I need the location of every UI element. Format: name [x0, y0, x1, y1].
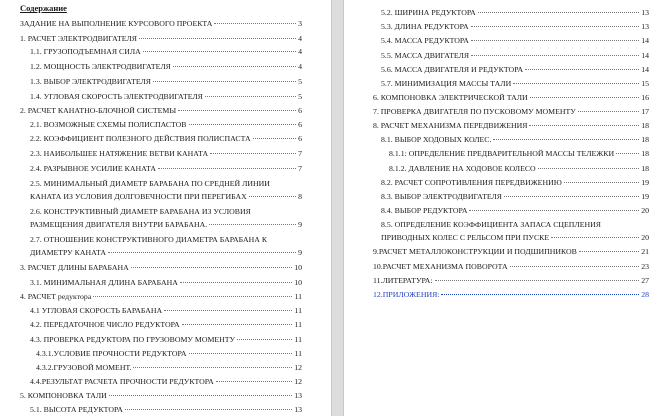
toc-entry[interactable]	[30, 320, 302, 330]
toc-entry[interactable]	[381, 192, 649, 202]
toc-entry[interactable]	[30, 207, 251, 217]
toc-entry[interactable]	[30, 405, 302, 415]
toc-page-number: 13	[294, 405, 302, 414]
toc-entry[interactable]	[30, 278, 302, 288]
toc-entry[interactable]	[30, 77, 302, 87]
toc-entry-label: 7. ПРОВЕРКА ДВИГАТЕЛЯ ПО ПУСКОВОМУ МОМЕНТУ	[373, 107, 576, 116]
toc-entry-label: 1.1. ГРУЗОПОДЪЕМНАЯ СИЛА	[30, 47, 141, 56]
toc-dot-leader	[551, 237, 639, 238]
toc-entry[interactable]	[381, 8, 649, 18]
toc-dot-leader	[189, 353, 293, 354]
toc-page-number: 18	[641, 135, 649, 144]
toc-entry[interactable]	[381, 206, 649, 216]
toc-dot-leader	[441, 294, 639, 295]
toc-entry-label: 1.3. ВЫБОР ЭЛЕКТРОДВИГАТЕЛЯ	[30, 77, 151, 86]
toc-dot-leader	[249, 196, 296, 197]
toc-entry-label: 5.3. ДЛИНА РЕДУКТОРА	[381, 22, 469, 31]
toc-dot-leader	[205, 96, 296, 97]
toc-entry[interactable]	[30, 47, 302, 57]
toc-page-number: 13	[641, 8, 649, 17]
toc-entry-label: ПРИВОДНЫХ КОЛЕС С РЕЛЬСОМ ПРИ ПУСКЕ	[381, 233, 550, 242]
toc-entry-label: 8.2. РАСЧЕТ СОПРОТИВЛЕНИЯ ПЕРЕДВИЖЕНИЮ	[381, 178, 562, 187]
toc-entry[interactable]	[30, 306, 302, 316]
toc-entry-label: 5.5. МАССА ДВИГАТЕЛЯ	[381, 51, 470, 60]
toc-page-number: 19	[641, 178, 649, 187]
toc-dot-leader	[616, 153, 639, 154]
toc-page-number: 3	[298, 19, 302, 28]
toc-dot-leader	[529, 125, 639, 126]
toc-entry[interactable]	[30, 120, 302, 130]
toc-entry-label: 12.ПРИЛОЖЕНИЯ:	[373, 290, 440, 299]
toc-entry-label: 8.1. ВЫБОР ХОДОВЫХ КОЛЕС.	[381, 135, 492, 144]
toc-dot-leader	[133, 367, 292, 368]
toc-page-number: 11	[294, 349, 302, 358]
toc-entry[interactable]	[20, 19, 302, 29]
toc-dot-leader	[143, 51, 296, 52]
toc-entry-label: 3. РАСЧЕТ ДЛИНЫ БАРАБАНА	[20, 263, 129, 272]
toc-page-number: 8	[298, 192, 302, 201]
toc-dot-leader	[158, 168, 296, 169]
toc-entry-label: 5.1. ВЫСОТА РЕДУКТОРА	[30, 405, 123, 414]
toc-page-number: 4	[298, 62, 302, 71]
toc-entry[interactable]	[373, 107, 649, 117]
toc-entry-label: 5.6. МАССА ДВИГАТЕЛЯ И РЕДУКТОРА	[381, 65, 524, 74]
toc-entry-label: 2.1. ВОЗМОЖНЫЕ СХЕМЫ ПОЛИСПАСТОВ	[30, 120, 187, 129]
toc-dot-leader	[493, 139, 639, 140]
toc-entry[interactable]	[30, 149, 302, 159]
toc-page-number: 13	[641, 22, 649, 31]
toc-entry-label: 8.3. ВЫБОР ЭЛЕКТРОДВИГАТЕЛЯ	[381, 192, 502, 201]
toc-dot-leader	[469, 210, 639, 211]
toc-title: Содержание	[20, 3, 67, 13]
toc-page-number: 11	[294, 320, 302, 329]
toc-dot-leader	[530, 97, 640, 98]
toc-dot-leader	[209, 224, 296, 225]
toc-dot-leader	[513, 83, 639, 84]
toc-entry-label: 2. РАСЧЕТ КАНАТНО-БЛОЧНОЙ СИСТЕМЫ	[20, 106, 177, 115]
toc-entry[interactable]	[381, 36, 649, 46]
toc-dot-leader	[510, 266, 640, 267]
toc-dot-leader	[182, 324, 293, 325]
toc-page-number: 17	[641, 107, 649, 116]
toc-entry-label: 3.1. МИНИМАЛЬНАЯ ДЛИНА БАРАБАНА	[30, 278, 178, 287]
toc-entry[interactable]	[30, 235, 267, 245]
toc-entry[interactable]	[389, 164, 649, 174]
toc-entry[interactable]	[30, 179, 270, 189]
toc-entry-label: 6. КОМПОНОВКА ЭЛЕКТРИЧЕСКОЙ ТАЛИ	[373, 93, 528, 102]
toc-entry[interactable]	[381, 65, 649, 75]
toc-entry-label: 4.2. ПЕРЕДАТОЧНОЕ ЧИСЛО РЕДУКТОРА	[30, 320, 180, 329]
toc-entry-label: 8.5. ОПРЕДЕЛЕНИЕ КОЭФФИЦИЕНТА ЗАПАСА СЦЕПЛЕНИЯ	[381, 220, 601, 229]
toc-entry[interactable]	[373, 121, 649, 131]
toc-entry-label: 8.1.1: ОПРЕДЕЛЕНИЕ ПРЕДВАРИТЕЛЬНОЙ МАССЫ ТЕЛЕЖКИ	[389, 149, 615, 158]
toc-entry-label: 10.РАСЧЕТ МЕХАНИЗМА ПОВОРОТА	[373, 262, 508, 271]
toc-entry-label: 4. РАСЧЕТ редуктора	[20, 292, 92, 301]
toc-entry[interactable]	[30, 335, 302, 345]
toc-page-number: 6	[298, 106, 302, 115]
toc-entry-label: 2.5. МИНИМАЛЬНЫЙ ДИАМЕТР БАРАБАНА ПО СРЕДНЕЙ ЛИНИИ	[30, 179, 270, 188]
toc-entry-label: 8. РАСЧЕТ МЕХАНИЗМА ПЕРЕДВИЖЕНИЯ	[373, 121, 528, 130]
toc-entry[interactable]	[373, 247, 649, 257]
toc-entry[interactable]	[30, 62, 302, 72]
toc-entry[interactable]	[381, 233, 649, 243]
toc-entry-label: 4.3.2.ГРУЗОВОЙ МОМЕНТ.	[36, 363, 132, 372]
toc-page-right	[343, 0, 666, 416]
toc-entry[interactable]	[373, 276, 649, 286]
toc-dot-leader	[173, 66, 296, 67]
toc-entry[interactable]	[381, 79, 649, 89]
toc-dot-leader	[471, 26, 640, 27]
toc-page-number: 12	[294, 377, 302, 386]
toc-entry-label: РАЗМЕЩЕНИЯ ДВИГАТЕЛЯ ВНУТРИ БАРАБАНА.	[30, 220, 208, 229]
toc-entry[interactable]	[30, 164, 302, 174]
toc-entry[interactable]	[373, 93, 649, 103]
toc-entry[interactable]	[20, 391, 302, 401]
toc-page-number: 21	[641, 247, 649, 256]
toc-page-number: 10	[294, 263, 302, 272]
toc-entry-label: 5. КОМПОНОВКА ТАЛИ	[20, 391, 107, 400]
toc-page-number: 14	[641, 36, 649, 45]
toc-entry-label: 8.4. ВЫБОР РЕДУКТОРА	[381, 206, 468, 215]
toc-dot-leader	[164, 310, 292, 311]
toc-entry-label: 2.3. НАИБОЛЬШЕЕ НАТЯЖЕНИЕ ВЕТВИ КАНАТА	[30, 149, 209, 158]
toc-entry[interactable]	[20, 263, 302, 273]
toc-entry-label: 5.4. МАССА РЕДУКТОРА	[381, 36, 469, 45]
toc-entry[interactable]	[30, 220, 302, 230]
toc-entry-label: 4.4.РЕЗУЛЬТАТ РАСЧЕТА ПРОЧНОСТИ РЕДУКТОРА	[30, 377, 214, 386]
toc-entry-label: 1. РАСЧЕТ ЭЛЕКТРОДВИГАТЕЛЯ	[20, 34, 137, 43]
toc-dot-leader	[538, 168, 640, 169]
toc-entry[interactable]	[373, 262, 649, 272]
toc-page-number: 7	[298, 164, 302, 173]
toc-entry[interactable]	[381, 22, 649, 32]
toc-page-number: 16	[641, 93, 649, 102]
toc-page-number: 11	[294, 335, 302, 344]
toc-dot-leader	[139, 38, 296, 39]
toc-dot-leader	[216, 381, 292, 382]
toc-entry-label: 2.2. КОЭФФИЦИЕНТ ПОЛЕЗНОГО ДЕЙСТВИЯ ПОЛИСПАСТА	[30, 134, 251, 143]
toc-dot-leader	[210, 153, 296, 154]
toc-page-number: 12	[294, 363, 302, 372]
toc-entry[interactable]	[30, 248, 302, 258]
toc-page-number: 27	[641, 276, 649, 285]
toc-entry-label: 1.4. УГЛОВАЯ СКОРОСТЬ ЭЛЕКТРОДВИГАТЕЛЯ	[30, 92, 203, 101]
toc-entry-label: 4.3.1.УСЛОВИЕ ПРОЧНОСТИ РЕДУКТОРА	[36, 349, 187, 358]
toc-dot-leader	[214, 23, 296, 24]
toc-page-number: 9	[298, 248, 302, 257]
toc-entry-label: 2.4. РАЗРЫВНОЕ УСИЛИЕ КАНАТА	[30, 164, 157, 173]
toc-entry[interactable]	[20, 106, 302, 116]
toc-dot-leader	[578, 111, 639, 112]
toc-dot-leader	[189, 124, 297, 125]
toc-entry-label: 8.1.2. ДАВЛЕНИЕ НА ХОДОВОЕ КОЛЕСО	[389, 164, 536, 173]
toc-page-left	[0, 0, 332, 416]
toc-dot-leader	[178, 110, 296, 111]
toc-dot-leader	[504, 196, 639, 197]
toc-page-number: 28	[641, 290, 649, 299]
toc-page-number: 13	[294, 391, 302, 400]
toc-entry-label: ДИАМЕТРУ КАНАТА	[30, 248, 107, 257]
toc-entry[interactable]	[20, 292, 302, 302]
toc-entry[interactable]	[36, 363, 302, 373]
toc-dot-leader	[131, 267, 292, 268]
toc-entry[interactable]	[36, 349, 302, 359]
toc-page-number: 4	[298, 47, 302, 56]
toc-entry-label: 5.2. ШИРИНА РЕДУКТОРА	[381, 8, 476, 17]
toc-entry[interactable]	[30, 192, 302, 202]
toc-page-number: 7	[298, 149, 302, 158]
toc-entry[interactable]	[381, 178, 649, 188]
toc-page-number: 15	[641, 79, 649, 88]
toc-page-number: 4	[298, 34, 302, 43]
toc-entry[interactable]	[389, 149, 649, 159]
toc-dot-leader	[579, 251, 639, 252]
toc-entry-label: 2.7. ОТНОШЕНИЕ КОНСТРУКТИВНОГО ДИАМЕТРА БАРАБАНА К	[30, 235, 268, 244]
toc-entry-label: 5.7. МИНИМИЗАЦИЯ МАССЫ ТАЛИ	[381, 79, 512, 88]
toc-dot-leader	[180, 282, 292, 283]
toc-dot-leader	[237, 339, 292, 340]
toc-dot-leader	[435, 280, 640, 281]
toc-page-number: 18	[641, 149, 649, 158]
toc-page-number: 20	[641, 206, 649, 215]
toc-entry-label: ЗАДАНИЕ НА ВЫПОЛНЕНИЕ КУРСОВОГО ПРОЕКТА	[20, 19, 213, 28]
toc-entry[interactable]	[373, 290, 649, 300]
toc-dot-leader	[564, 182, 639, 183]
toc-dot-leader	[125, 409, 292, 410]
toc-page-number: 6	[298, 134, 302, 143]
toc-entry-label: 11.ЛИТЕРАТУРА:	[373, 276, 433, 285]
toc-page-number: 11	[294, 306, 302, 315]
toc-page-number: 23	[641, 262, 649, 271]
toc-page-number: 5	[298, 77, 302, 86]
toc-page-number: 6	[298, 120, 302, 129]
toc-entry[interactable]	[381, 220, 601, 230]
toc-entry[interactable]	[30, 134, 302, 144]
toc-dot-leader	[253, 138, 297, 139]
toc-page-number: 11	[294, 292, 302, 301]
toc-entry-label: 9.РАСЧЕТ МЕТАЛЛОКОНСТРУКЦИИ И ПОДШИПНИКОВ	[373, 247, 577, 256]
toc-entry[interactable]	[381, 51, 649, 61]
toc-page-number: 10	[294, 278, 302, 287]
toc-page-number: 5	[298, 92, 302, 101]
toc-entry-label: КАНАТА ИЗ УСЛОВИЯ ДОЛГОВЕЧНОСТИ ПРИ ПЕРЕГИБАХ	[30, 192, 247, 201]
toc-page-number: 20	[641, 233, 649, 242]
toc-entry-label: 2.6. КОНСТРУКТИВНЫЙ ДИАМЕТР БАРАБАНА ИЗ УСЛОВИЯ	[30, 207, 251, 216]
toc-entry-label: 4.1 УГЛОВАЯ СКОРОСТЬ БАРАБАНА	[30, 306, 163, 315]
toc-entry[interactable]	[381, 135, 649, 145]
toc-page-number: 18	[641, 121, 649, 130]
toc-entry-label: 4.3. ПРОВЕРКА РЕДУКТОРА ПО ГРУЗОВОМУ МОМЕНТУ	[30, 335, 236, 344]
toc-dot-leader	[93, 296, 292, 297]
toc-dot-leader	[109, 395, 292, 396]
toc-dot-leader	[153, 81, 296, 82]
toc-dot-leader	[525, 69, 639, 70]
toc-entry[interactable]	[20, 34, 302, 44]
toc-dot-leader	[478, 12, 639, 13]
toc-entry[interactable]	[30, 377, 302, 387]
toc-page-number: 19	[641, 192, 649, 201]
toc-page-number: 14	[641, 51, 649, 60]
toc-page-number: 14	[641, 65, 649, 74]
toc-dot-leader	[471, 55, 639, 56]
toc-page-number: 18	[641, 164, 649, 173]
toc-dot-leader	[108, 252, 296, 253]
toc-entry[interactable]	[30, 92, 302, 102]
toc-entry-label: 1.2. МОЩНОСТЬ ЭЛЕКТРОДВИГАТЕЛЯ	[30, 62, 171, 71]
toc-page-number: 9	[298, 220, 302, 229]
toc-dot-leader	[471, 40, 639, 41]
